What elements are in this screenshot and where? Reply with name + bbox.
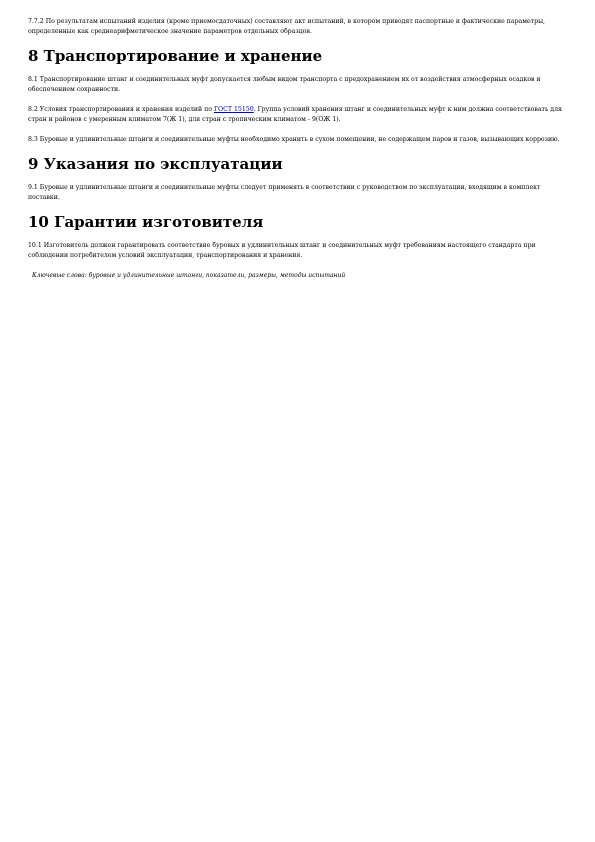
paragraph-7-7-2: 7.7.2 По результатам испытаний изделия (кроме приемосдаточных) составляют акт испытаний, в котором приводят паспортные и фактические параметры, определенные как среднеарифметическое значение параметров отдельных образцов. xyxy=(28,18,545,35)
paragraph-8-2-end: . Группа условий хранения штанг и соединительных муфт к ним должна соответствовать для стран и районов с умеренным климатом 7(Ж 1), для стран с тропическим климатом - 9(ОЖ 1). xyxy=(28,106,562,123)
section-10-heading: 10 Гарантии изготовителя xyxy=(28,213,264,231)
paragraph-8-2 xyxy=(28,105,567,125)
paragraph-10-1: 10.1 Изготовитель должен гарантировать соответствие буровых и удлинительных штанг и соединительных муфт требованиям настоящего стандарта при соблюдении потребителем условий эксплуатации, транспортирования и хранения. xyxy=(28,242,536,259)
section-9-heading: 9 Указания по эксплуатации xyxy=(28,155,283,173)
paragraph-8-1: 8.1 Транспортирование штанг и соединительных муфт допускается любым видом транспорта с предохранением их от воздействия атмосферных осадков и обеспечением сохранности. xyxy=(28,76,541,93)
keywords-line: Ключевые слова: буровые и удлинительные штанги, показатели, размеры, методы испытаний xyxy=(32,272,346,279)
paragraph-9-1: 9.1 Буровые и удлинительные штанги и соединительные муфты следует применять в соответствии с руководством по эксплуатации, входящим в комплект поставки. xyxy=(28,184,541,201)
paragraph-8-2-start: 8.2 Условия транспортирования и хранения изделий по xyxy=(28,106,214,113)
section-8-heading: 8 Транспортирование и хранение xyxy=(28,47,323,65)
paragraph-8-3: 8.3 Буровые и удлинительные штанги и соединительные муфты необходимо хранить в сухом помещении, не содержащем паров и газов, вызывающих коррозию. xyxy=(28,136,560,143)
gost-15150-link[interactable]: ГОСТ 15150 xyxy=(213,106,254,113)
